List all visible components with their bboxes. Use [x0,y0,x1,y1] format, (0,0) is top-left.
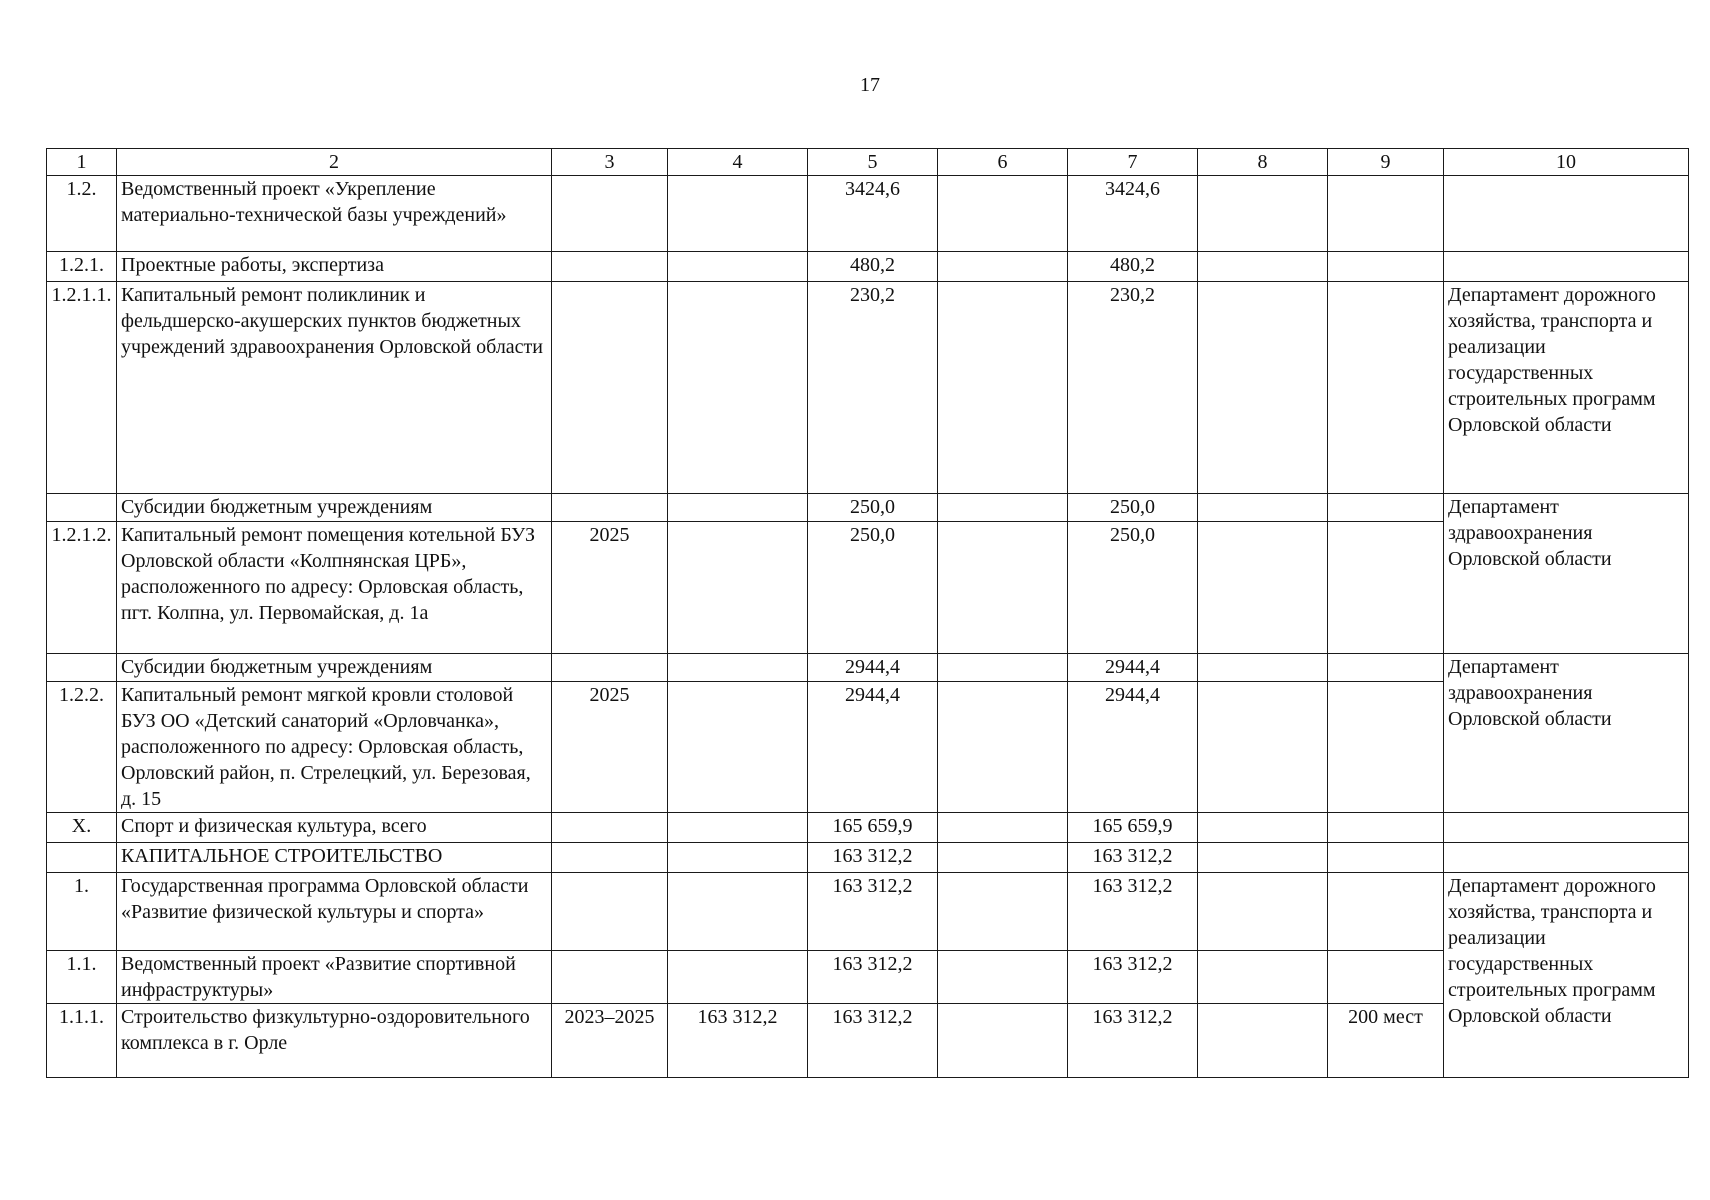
row-amount-col8 [1198,494,1328,522]
row-capacity [1328,522,1444,654]
row-cost [668,951,808,1004]
row-capacity [1328,654,1444,682]
row-amount-col7: 250,0 [1068,522,1198,654]
row-amount-col7: 480,2 [1068,252,1198,282]
row-cost [668,494,808,522]
row-number: X. [47,813,117,843]
row-amount-col6 [938,951,1068,1004]
header-cell: 10 [1444,149,1689,176]
row-capacity [1328,843,1444,873]
header-cell: 6 [938,149,1068,176]
row-amount-col8 [1198,873,1328,951]
row-amount-col5: 163 312,2 [808,951,938,1004]
row-amount-col6 [938,522,1068,654]
row-cost [668,252,808,282]
row-number [47,494,117,522]
row-amount-col7: 3424,6 [1068,176,1198,252]
row-amount-col6 [938,843,1068,873]
row-period [552,951,668,1004]
header-cell: 7 [1068,149,1198,176]
row-amount-col6 [938,252,1068,282]
row-amount-col7: 2944,4 [1068,682,1198,813]
header-cell: 5 [808,149,938,176]
row-amount-col5: 250,0 [808,522,938,654]
row-number: 1. [47,873,117,951]
row-number: 1.1. [47,951,117,1004]
row-responsible: Департамент здравоохранения Орловской области [1444,494,1689,654]
row-period [552,843,668,873]
row-amount-col6 [938,1004,1068,1078]
row-description: Ведомственный проект «Укрепление материально-технической базы учреждений» [117,176,552,252]
row-amount-col6 [938,494,1068,522]
row-number: 1.2. [47,176,117,252]
row-capacity [1328,873,1444,951]
table-row [47,813,1689,843]
header-cell: 1 [47,149,117,176]
row-period [552,176,668,252]
row-number: 1.2.2. [47,682,117,813]
table-row [47,282,1689,494]
row-amount-col8 [1198,843,1328,873]
table-row [47,1004,1689,1078]
table-row [47,176,1689,252]
row-amount-col6 [938,682,1068,813]
row-capacity [1328,252,1444,282]
row-amount-col8 [1198,176,1328,252]
row-responsible [1444,176,1689,252]
row-capacity [1328,682,1444,813]
row-capacity [1328,951,1444,1004]
row-responsible: Департамент дорожного хозяйства, транспорта и реализации государственных строительных программ Орловской области [1444,282,1689,494]
row-amount-col8 [1198,522,1328,654]
row-description: Капитальный ремонт мягкой кровли столовой БУЗ ОО «Детский санаторий «Орловчанка», расположенного по адресу: Орловская область, Орловский район, п. Стрелецкий, ул. Березовая, д. 15 [117,682,552,813]
row-description: Субсидии бюджетным учреждениям [117,494,552,522]
row-description: Субсидии бюджетным учреждениям [117,654,552,682]
row-amount-col8 [1198,1004,1328,1078]
row-period: 2023–2025 [552,1004,668,1078]
row-number: 1.2.1.1. [47,282,117,494]
row-amount-col7: 250,0 [1068,494,1198,522]
table-row [47,682,1689,813]
row-period [552,813,668,843]
row-responsible: Департамент здравоохранения Орловской области [1444,654,1689,813]
row-amount-col5: 2944,4 [808,682,938,813]
header-cell: 2 [117,149,552,176]
row-description: Капитальный ремонт поликлиник и фельдшерско-акушерских пунктов бюджетных учреждений здравоохранения Орловской области [117,282,552,494]
row-amount-col8 [1198,813,1328,843]
row-amount-col7: 163 312,2 [1068,843,1198,873]
row-amount-col5: 480,2 [808,252,938,282]
row-amount-col8 [1198,951,1328,1004]
row-responsible: Департамент дорожного хозяйства, транспорта и реализации государственных строительных программ Орловской области [1444,873,1689,1078]
row-amount-col5: 163 312,2 [808,1004,938,1078]
table-row [47,522,1689,654]
row-cost [668,522,808,654]
row-period [552,873,668,951]
row-cost [668,813,808,843]
budget-table [46,148,1689,1078]
table-row [47,252,1689,282]
row-amount-col7: 163 312,2 [1068,951,1198,1004]
row-responsible [1444,252,1689,282]
row-capacity: 200 мест [1328,1004,1444,1078]
row-amount-col5: 3424,6 [808,176,938,252]
row-capacity [1328,494,1444,522]
row-amount-col8 [1198,282,1328,494]
row-cost: 163 312,2 [668,1004,808,1078]
row-amount-col6 [938,873,1068,951]
row-cost [668,176,808,252]
row-amount-col7: 163 312,2 [1068,1004,1198,1078]
row-period [552,494,668,522]
row-capacity [1328,813,1444,843]
row-period: 2025 [552,522,668,654]
row-description: Государственная программа Орловской области «Развитие физической культуры и спорта» [117,873,552,951]
row-responsible [1444,843,1689,873]
row-number: 1.2.1.2. [47,522,117,654]
row-amount-col7: 165 659,9 [1068,813,1198,843]
row-cost [668,682,808,813]
row-period [552,654,668,682]
table-row [47,494,1689,522]
row-responsible [1444,813,1689,843]
header-row [47,149,1689,176]
row-amount-col5: 250,0 [808,494,938,522]
row-number [47,843,117,873]
row-period: 2025 [552,682,668,813]
row-amount-col6 [938,176,1068,252]
row-amount-col5: 230,2 [808,282,938,494]
row-number [47,654,117,682]
row-amount-col8 [1198,252,1328,282]
table-row [47,873,1689,951]
row-amount-col7: 163 312,2 [1068,873,1198,951]
row-description: Строительство физкультурно-оздоровительного комплекса в г. Орле [117,1004,552,1078]
table-row [47,654,1689,682]
row-amount-col6 [938,282,1068,494]
row-amount-col7: 2944,4 [1068,654,1198,682]
row-amount-col7: 230,2 [1068,282,1198,494]
row-description: КАПИТАЛЬНОЕ СТРОИТЕЛЬСТВО [117,843,552,873]
table-row [47,951,1689,1004]
row-cost [668,282,808,494]
row-description: Проектные работы, экспертиза [117,252,552,282]
row-amount-col5: 163 312,2 [808,873,938,951]
row-cost [668,873,808,951]
row-cost [668,654,808,682]
row-capacity [1328,282,1444,494]
row-period [552,282,668,494]
row-amount-col5: 165 659,9 [808,813,938,843]
row-amount-col8 [1198,682,1328,813]
row-description: Ведомственный проект «Развитие спортивной инфраструктуры» [117,951,552,1004]
row-amount-col6 [938,813,1068,843]
row-description: Капитальный ремонт помещения котельной БУЗ Орловской области «Колпнянская ЦРБ», расположенного по адресу: Орловская область, пгт. Колпна, ул. Первомайская, д. 1а [117,522,552,654]
page-number: 17 [860,74,880,96]
row-amount-col6 [938,654,1068,682]
row-capacity [1328,176,1444,252]
header-cell: 9 [1328,149,1444,176]
table-row [47,843,1689,873]
header-cell: 8 [1198,149,1328,176]
row-number: 1.1.1. [47,1004,117,1078]
row-cost [668,843,808,873]
row-amount-col5: 2944,4 [808,654,938,682]
row-amount-col8 [1198,654,1328,682]
header-cell: 4 [668,149,808,176]
row-period [552,252,668,282]
row-amount-col5: 163 312,2 [808,843,938,873]
row-number: 1.2.1. [47,252,117,282]
header-cell: 3 [552,149,668,176]
row-description: Спорт и физическая культура, всего [117,813,552,843]
